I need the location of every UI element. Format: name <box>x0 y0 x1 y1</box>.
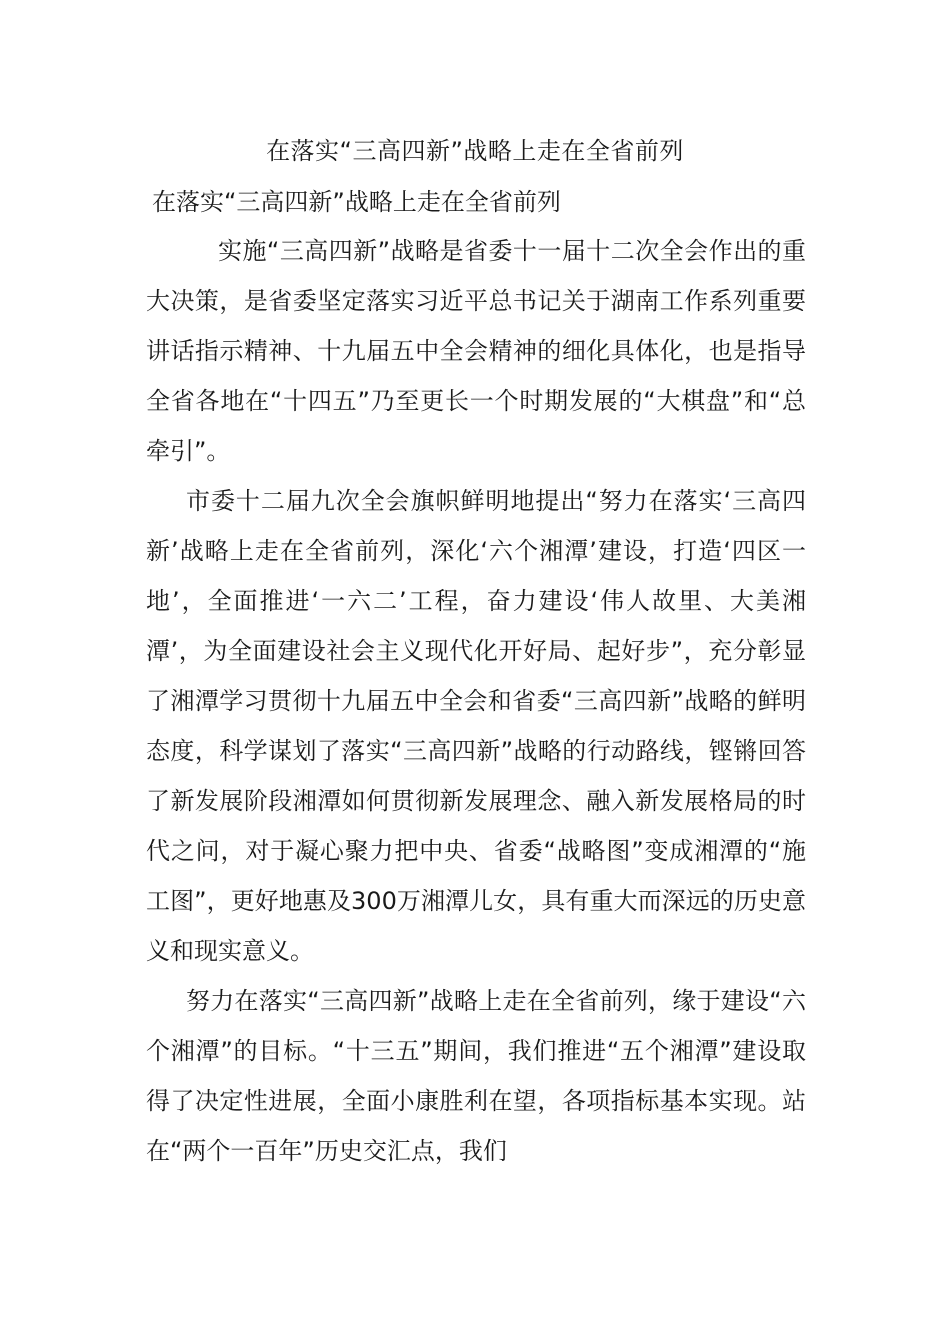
document-body <box>146 226 806 1176</box>
document-subtitle: 在落实“三高四新”战略上走在全省前列 <box>152 188 561 216</box>
paragraph-1: 实施“三高四新”战略是省委十一届十二次全会作出的重大决策，是省委坚定落实习近平总书记关于湖南工作系列重要讲话指示精神、十九届五中全会精神的细化具体化，也是指导全省各地在“十四五”乃至更长一个时期发展的“大棋盘”和“总牵引”。 <box>146 237 806 465</box>
paragraph-2: 市委十二届九次全会旗帜鲜明地提出“努力在落实‘三高四新’战略上走在全省前列，深化‘六个湘潭’建设，打造‘四区一地’，全面推进‘一六二’工程，奋力建设‘伟人故里、大美湘潭’，为全面建设社会主义现代化开好局、起好步”，充分彰显了湘潭学习贯彻十九届五中全会和省委“三高四新”战略的鲜明态度，科学谋划了落实“三高四新”战略的行动路线，铿锵回答了新发展阶段湘潭如何贯彻新发展理念、融入新发展格局的时代之问，对于凝心聚力把中央、省委“战略图”变成湘潭的“施工图”，更好地惠及300万湘潭儿女，具有重大而深远的历史意义和现实意义。 <box>146 487 806 965</box>
document-title: 在落实“三高四新”战略上走在全省前列 <box>266 137 684 165</box>
paragraph-3: 努力在落实“三高四新”战略上走在全省前列，缘于建设“六个湘潭”的目标。“十三五”期间，我们推进“五个湘潭”建设取得了决定性进展，全面小康胜利在望，各项指标基本实现。站在“两个一百年”历史交汇点，我们 <box>146 987 806 1165</box>
